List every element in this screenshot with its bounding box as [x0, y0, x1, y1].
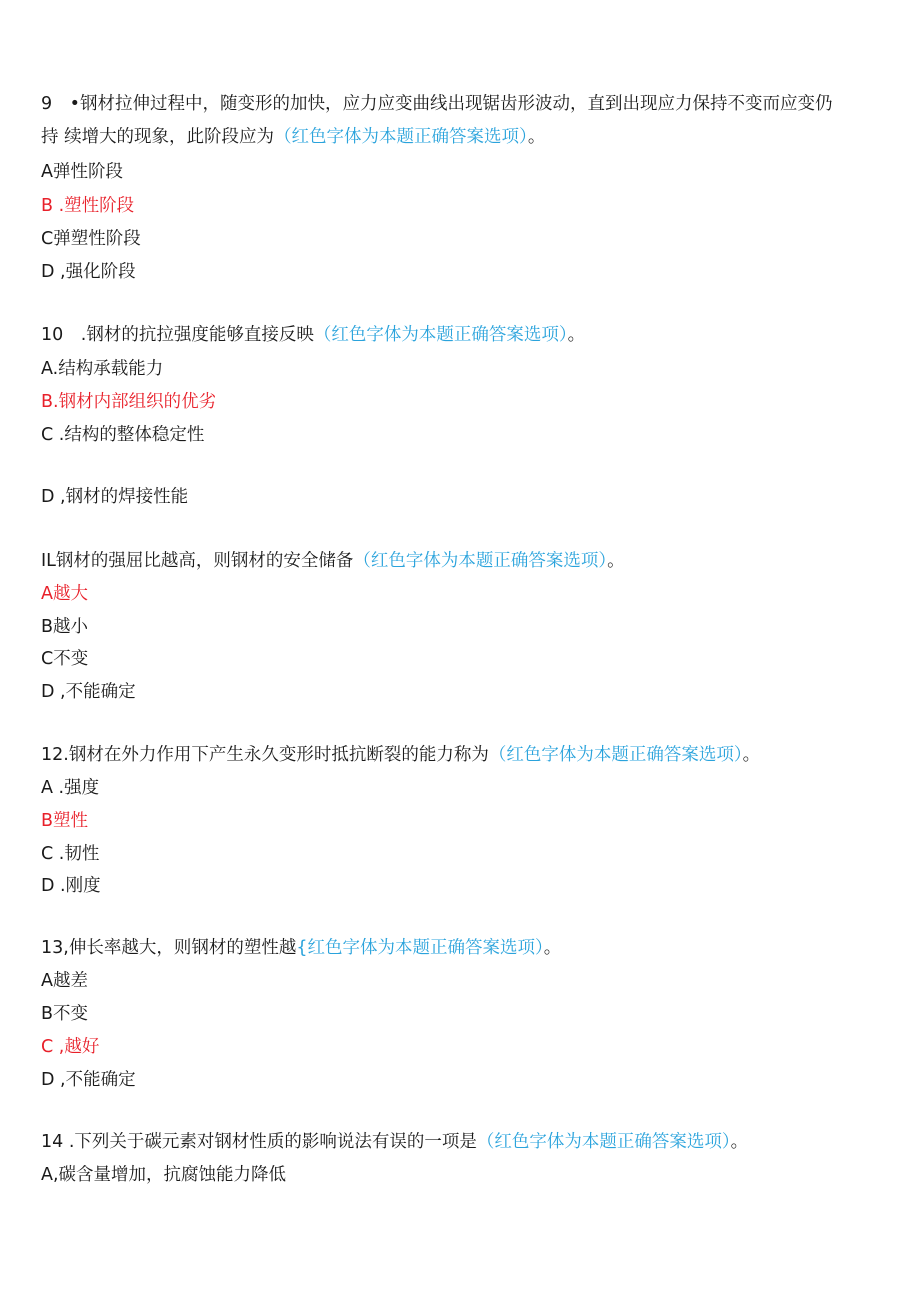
- question-stem: IL钢材的强屈比越高，则钢材的安全储备: [41, 551, 354, 571]
- option-b-correct: B .塑性阶段: [41, 196, 135, 216]
- option-a-correct: A越大: [41, 584, 88, 604]
- question-stem: 10 .钢材的抗拉强度能够直接反映: [41, 325, 314, 345]
- option-a: A,碳含量增加，抗腐蚀能力降低: [41, 1165, 287, 1185]
- option-c: C弹塑性阶段: [41, 229, 141, 249]
- question-end: 。: [543, 938, 562, 958]
- question-end: 。: [607, 551, 625, 571]
- question-stem: 14 .下列关于碳元素对钢材性质的影响说法有误的一项是: [41, 1132, 477, 1152]
- question-stem: 12.钢材在外力作用下产生永久变形时抵抗断裂的能力称为: [41, 745, 489, 765]
- option-a: A越差: [41, 971, 88, 991]
- question-9-line-2: [41, 126, 545, 148]
- question-12-stem: [41, 744, 760, 766]
- answer-hint: （红色字体为本题正确答案选项）: [353, 551, 608, 571]
- option-d: D ,不能确定: [41, 682, 136, 702]
- question-9-line-1: [41, 93, 832, 115]
- answer-hint: （红色字体为本题正确答案选项）: [313, 325, 568, 345]
- option-d: D ,钢材的焊接性能: [41, 487, 189, 507]
- option-a: A.结构承载能力: [41, 359, 164, 379]
- option-c: C .韧性: [41, 844, 100, 864]
- question-end: 。: [527, 127, 546, 147]
- question-11-stem: [41, 550, 625, 572]
- question-13-stem: [41, 937, 561, 959]
- question-stem: 持 续增大的现象，此阶段应为: [41, 127, 275, 147]
- option-c-correct: C ,越好: [41, 1037, 100, 1057]
- question-end: 。: [730, 1132, 749, 1152]
- option-b: B越小: [41, 617, 89, 637]
- question-end: 。: [742, 745, 761, 765]
- question-stem: 9 •钢材拉伸过程中，随变形的加快，应力应变曲线出现锯齿形波动，直到出现应力保持不变而应变仍: [41, 94, 833, 114]
- answer-hint: （红色字体为本题正确答案选项）: [476, 1132, 731, 1152]
- option-d: D ,强化阶段: [41, 262, 136, 282]
- question-14-stem: [41, 1131, 748, 1153]
- option-c: C不变: [41, 649, 89, 669]
- option-a: A .强度: [41, 778, 100, 798]
- question-10-stem: [41, 324, 585, 346]
- answer-hint: （红色字体为本题正确答案选项）: [274, 127, 528, 147]
- answer-hint: {红色字体为本题正确答案选项）: [296, 938, 544, 958]
- question-stem: 13,伸长率越大，则钢材的塑性越: [41, 938, 297, 958]
- answer-hint: （红色字体为本题正确答案选项）: [488, 745, 743, 765]
- question-end: 。: [567, 325, 586, 345]
- option-b: B不变: [41, 1004, 89, 1024]
- option-b-correct: B塑性: [41, 811, 89, 831]
- option-c: C .结构的整体稳定性: [41, 425, 205, 445]
- option-a: A弹性阶段: [41, 162, 123, 182]
- option-d: D .刚度: [41, 876, 101, 896]
- option-d: D ,不能确定: [41, 1070, 136, 1090]
- option-b-correct: B.钢材内部组织的优劣: [41, 392, 217, 412]
